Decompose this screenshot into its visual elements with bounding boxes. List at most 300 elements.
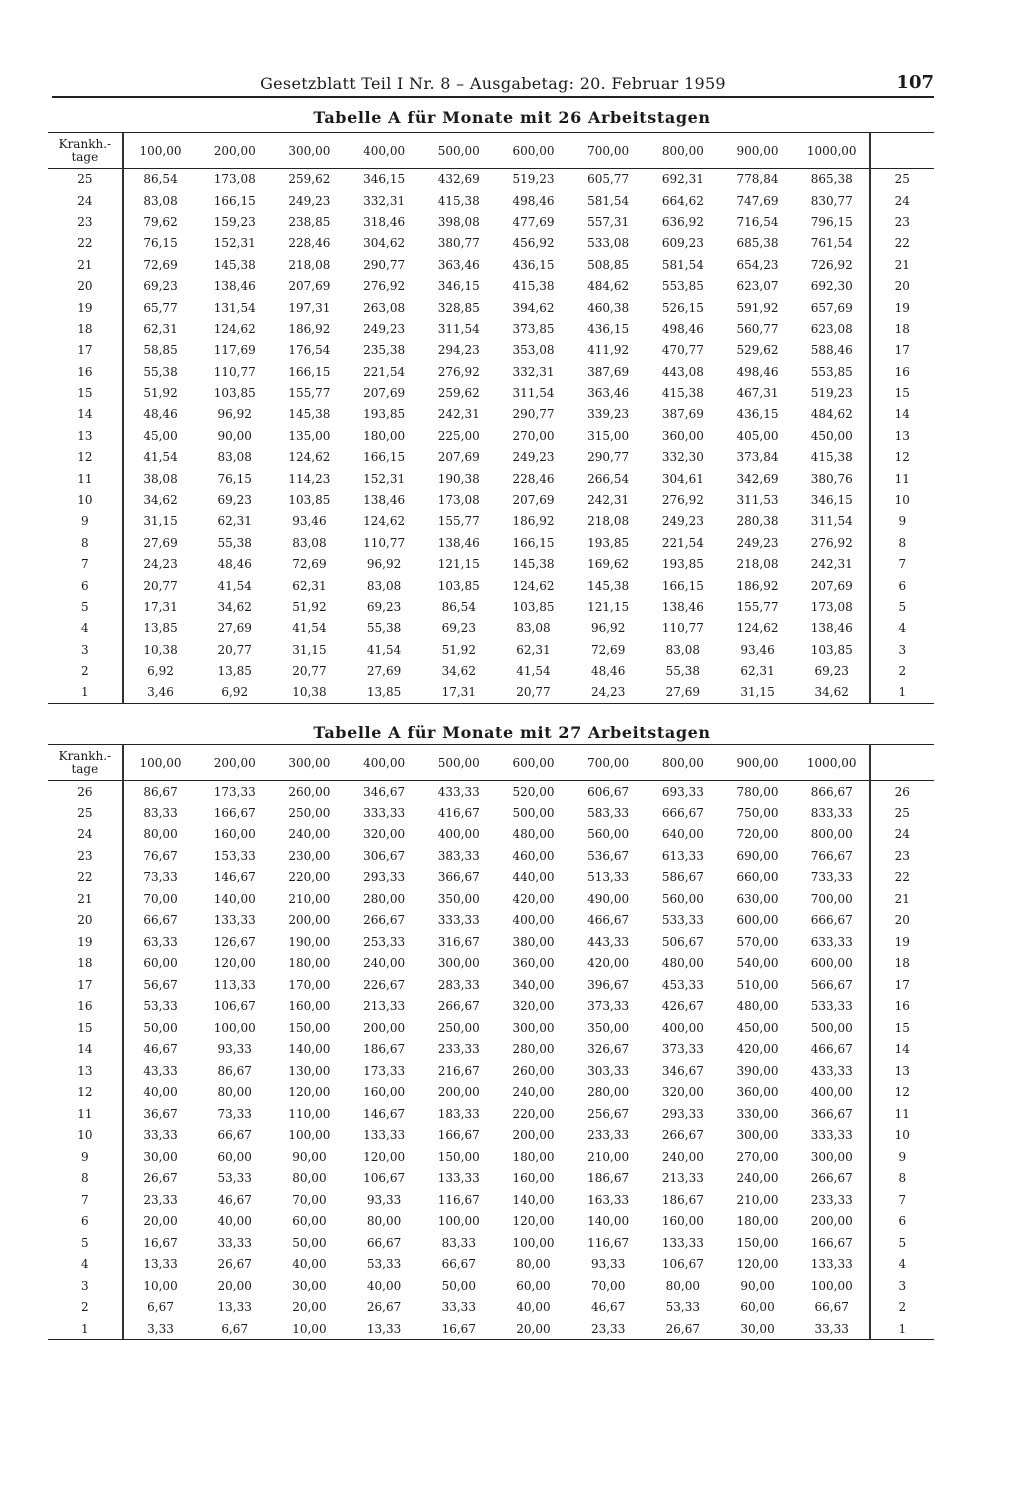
amount-cell: 69,23 <box>366 600 402 614</box>
amount-cell: 460,00 <box>512 848 555 863</box>
sick-days-cell: 24 <box>48 824 123 846</box>
amount-cell: 363,46 <box>587 386 630 401</box>
amount-cell: 176,54 <box>288 343 331 358</box>
amount-cell: 72,69 <box>292 557 327 572</box>
amount-cell: 55,38 <box>143 364 178 379</box>
table-row <box>48 532 934 553</box>
amount-cell: 34,62 <box>441 664 476 679</box>
amount-cell: 50,00 <box>441 1278 476 1293</box>
amount-cell: 588,46 <box>795 340 870 361</box>
amount-cell: 17,31 <box>143 600 178 614</box>
table-row <box>48 974 934 996</box>
amount-cell: 145,38 <box>587 578 630 593</box>
amount-cell: 436,15 <box>512 257 555 272</box>
amount-cell: 166,15 <box>213 193 256 208</box>
amount-cell: 62,31 <box>143 321 178 336</box>
sick-days-cell: 15 <box>48 1017 123 1039</box>
sick-days-cell: 1 <box>48 682 123 703</box>
amount-cell: 83,08 <box>366 578 402 593</box>
amount-cell: 477,69 <box>512 214 555 229</box>
amount-cell: 466,67 <box>795 1039 870 1061</box>
amount-cell: 560,00 <box>661 891 704 906</box>
sick-days-mirror-cell: 9 <box>898 1149 907 1164</box>
amount-cell: 200,00 <box>288 913 331 928</box>
amount-cell: 186,92 <box>512 514 555 529</box>
amount-cell: 72,69 <box>143 257 178 272</box>
sick-days-cell: 2 <box>48 1297 123 1319</box>
amount-cell: 240,00 <box>512 1085 555 1100</box>
sick-days-mirror-cell: 8 <box>898 535 907 550</box>
amount-cell: 249,23 <box>661 514 704 529</box>
amount-cell: 293,33 <box>363 870 406 885</box>
sick-days-mirror-cell: 7 <box>898 1192 907 1207</box>
amount-cell: 240,00 <box>363 956 406 971</box>
amount-cell: 300,00 <box>736 1128 779 1143</box>
amount-cell: 280,00 <box>363 891 406 906</box>
amount-cell: 400,00 <box>512 913 555 928</box>
amount-cell: 124,62 <box>288 450 331 465</box>
sick-days-cell: 11 <box>48 1103 123 1125</box>
table-row <box>48 1039 934 1061</box>
amount-cell: 316,67 <box>437 934 480 949</box>
amount-cell: 27,69 <box>217 621 252 636</box>
amount-cell: 48,46 <box>143 407 178 422</box>
amount-cell: 150,00 <box>437 1149 480 1164</box>
sick-days-mirror-cell: 11 <box>894 1106 910 1121</box>
amount-cell: 210,00 <box>587 1149 630 1164</box>
amount-cell: 20,00 <box>292 1300 327 1315</box>
sick-days-mirror-cell: 11 <box>894 471 910 486</box>
amount-cell: 260,00 <box>512 1063 555 1078</box>
amount-cell: 183,33 <box>437 1106 480 1121</box>
sick-days-cell: 14 <box>48 404 123 425</box>
amount-cell: 830,77 <box>795 190 870 211</box>
amount-cell: 46,67 <box>217 1192 252 1207</box>
amount-cell: 41,54 <box>366 642 402 657</box>
amount-column-header: 900,00 <box>720 745 795 781</box>
table-row <box>48 1211 934 1233</box>
amount-cell: 160,00 <box>213 827 256 842</box>
sick-days-cell: 23 <box>48 211 123 232</box>
amount-cell: 415,38 <box>437 193 480 208</box>
amount-cell: 26,67 <box>646 1318 721 1340</box>
amount-cell: 146,67 <box>213 870 256 885</box>
sick-days-mirror-cell: 24 <box>894 193 910 208</box>
amount-cell: 581,54 <box>587 193 630 208</box>
amount-cell: 93,33 <box>590 1257 626 1272</box>
amount-cell: 66,67 <box>441 1257 476 1272</box>
amount-cell: 606,67 <box>587 784 630 799</box>
amount-cell: 373,33 <box>661 1042 704 1057</box>
amount-cell: 163,33 <box>587 1192 630 1207</box>
amount-cell: 124,62 <box>213 321 256 336</box>
sick-days-cell: 25 <box>48 802 123 824</box>
sick-days-cell: 10 <box>48 489 123 510</box>
amount-cell: 353,08 <box>512 343 555 358</box>
amount-cell: 242,31 <box>795 554 870 575</box>
amount-cell: 270,00 <box>736 1149 779 1164</box>
amount-cell: 103,85 <box>512 600 555 614</box>
amount-column-header: 100,00 <box>123 133 198 169</box>
amount-cell: 76,15 <box>217 471 252 486</box>
sick-days-mirror-cell: 16 <box>894 999 910 1014</box>
amount-cell: 30,00 <box>720 1318 795 1340</box>
amount-cell: 290,77 <box>512 407 555 422</box>
amount-cell: 666,67 <box>661 805 704 820</box>
amount-cell: 193,85 <box>587 535 630 550</box>
amount-cell: 320,00 <box>363 827 406 842</box>
table-row <box>48 318 934 339</box>
amount-cell: 636,92 <box>661 214 704 229</box>
amount-cell: 750,00 <box>736 805 779 820</box>
amount-cell: 131,54 <box>213 300 256 315</box>
amount-cell: 256,67 <box>587 1106 630 1121</box>
sick-days-mirror-cell: 2 <box>898 1300 907 1315</box>
amount-cell: 276,92 <box>661 493 704 508</box>
amount-cell: 138,46 <box>795 618 870 639</box>
amount-cell: 498,46 <box>661 321 704 336</box>
amount-cell: 480,00 <box>661 956 704 971</box>
amount-cell: 155,77 <box>288 386 331 401</box>
amount-cell: 140,00 <box>587 1214 630 1229</box>
amount-cell: 266,67 <box>795 1168 870 1190</box>
amount-cell: 500,00 <box>795 1017 870 1039</box>
page-number: 107 <box>896 72 934 93</box>
amount-cell: 117,69 <box>213 343 256 358</box>
amount-cell: 692,31 <box>661 172 704 187</box>
sick-days-cell: 18 <box>48 318 123 339</box>
amount-cell: 276,92 <box>795 532 870 553</box>
table-row <box>48 361 934 382</box>
amount-cell: 33,33 <box>217 1235 252 1250</box>
amount-cell: 13,85 <box>143 621 178 636</box>
amount-cell: 609,23 <box>661 236 704 251</box>
table-row <box>48 511 934 532</box>
amount-cell: 440,00 <box>512 870 555 885</box>
amount-cell: 311,54 <box>512 386 555 401</box>
amount-cell: 290,77 <box>363 257 406 272</box>
sick-days-cell: 4 <box>48 618 123 639</box>
amount-cell: 10,38 <box>272 682 347 703</box>
amount-cell: 350,00 <box>587 1020 630 1035</box>
amount-cell: 65,77 <box>143 300 178 315</box>
amount-cell: 480,00 <box>512 827 555 842</box>
amount-cell: 100,00 <box>288 1128 331 1143</box>
amount-cell: 133,33 <box>795 1254 870 1276</box>
amount-cell: 70,00 <box>143 891 178 906</box>
amount-cell: 116,67 <box>587 1235 630 1250</box>
amount-cell: 293,33 <box>661 1106 704 1121</box>
amount-cell: 233,33 <box>437 1042 480 1057</box>
amount-cell: 276,92 <box>437 364 480 379</box>
amount-cell: 396,67 <box>587 977 630 992</box>
amount-cell: 536,67 <box>587 848 630 863</box>
amount-cell: 380,00 <box>512 934 555 949</box>
amount-cell: 51,92 <box>441 642 476 657</box>
sick-days-mirror-cell: 18 <box>894 956 910 971</box>
amount-cell: 420,00 <box>587 956 630 971</box>
sick-days-cell: 26 <box>48 781 123 803</box>
amount-cell: 405,00 <box>736 428 779 443</box>
amount-cell: 100,00 <box>213 1020 256 1035</box>
amount-cell: 190,38 <box>437 471 480 486</box>
amount-cell: 30,00 <box>143 1149 178 1164</box>
table-row <box>48 489 934 510</box>
amount-cell: 290,77 <box>587 450 630 465</box>
amount-cell: 225,00 <box>437 428 480 443</box>
sick-days-cell: 9 <box>48 1146 123 1168</box>
sick-days-cell: 12 <box>48 447 123 468</box>
amount-cell: 145,38 <box>288 407 331 422</box>
amount-cell: 605,77 <box>587 172 630 187</box>
amount-cell: 166,15 <box>512 535 555 550</box>
table-row <box>48 404 934 425</box>
amount-cell: 304,62 <box>363 236 406 251</box>
amount-cell: 110,77 <box>213 364 256 379</box>
amount-cell: 86,54 <box>143 172 178 187</box>
amount-cell: 79,62 <box>143 214 178 229</box>
amount-cell: 416,67 <box>437 805 480 820</box>
table-row <box>48 596 934 617</box>
amount-cell: 280,00 <box>512 1042 555 1057</box>
amount-cell: 96,92 <box>366 557 402 572</box>
amount-cell: 40,00 <box>217 1214 252 1229</box>
amount-cell: 200,00 <box>512 1128 555 1143</box>
sick-days-cell: 13 <box>48 425 123 446</box>
amount-cell: 48,46 <box>217 557 252 572</box>
amount-cell: 520,00 <box>512 784 555 799</box>
amount-cell: 657,69 <box>795 297 870 318</box>
amount-cell: 383,33 <box>437 848 480 863</box>
amount-cell: 250,00 <box>437 1020 480 1035</box>
amount-cell: 526,15 <box>661 300 704 315</box>
sick-days-mirror-cell: 1 <box>870 682 934 703</box>
table-row <box>48 845 934 867</box>
sick-days-mirror-cell: 20 <box>894 279 910 294</box>
amount-cell: 866,67 <box>795 781 870 803</box>
amount-cell: 145,38 <box>512 557 555 572</box>
amount-cell: 138,46 <box>363 493 406 508</box>
amount-cell: 333,33 <box>363 805 406 820</box>
amount-cell: 415,38 <box>795 447 870 468</box>
amount-cell: 300,00 <box>512 1020 555 1035</box>
amount-cell: 186,92 <box>288 321 331 336</box>
sick-days-cell: 17 <box>48 340 123 361</box>
amount-cell: 13,33 <box>143 1257 178 1272</box>
table-row <box>48 1168 934 1190</box>
sick-days-mirror-cell: 25 <box>894 805 910 820</box>
amount-cell: 387,69 <box>661 407 704 422</box>
sick-days-cell: 25 <box>48 169 123 190</box>
amount-cell: 207,69 <box>437 450 480 465</box>
amount-cell: 155,77 <box>437 514 480 529</box>
sick-days-cell: 9 <box>48 511 123 532</box>
amount-column-header: 300,00 <box>272 745 347 781</box>
amount-cell: 253,33 <box>363 934 406 949</box>
amount-cell: 113,33 <box>213 977 256 992</box>
amount-cell: 66,67 <box>217 1128 252 1143</box>
table-row <box>48 1082 934 1104</box>
amount-cell: 186,67 <box>661 1192 704 1207</box>
sick-days-mirror-cell: 2 <box>898 664 907 679</box>
sick-days-cell: 8 <box>48 532 123 553</box>
table-row <box>48 1146 934 1168</box>
amount-cell: 90,00 <box>217 428 252 443</box>
amount-cell: 553,85 <box>795 361 870 382</box>
amount-cell: 60,00 <box>143 956 178 971</box>
amount-column-header: 300,00 <box>272 133 347 169</box>
amount-cell: 173,33 <box>213 784 256 799</box>
table-row <box>48 931 934 953</box>
amount-cell: 411,92 <box>587 343 630 358</box>
day-mirror-column-header <box>870 133 934 169</box>
table-row <box>48 275 934 296</box>
amount-cell: 80,00 <box>516 1257 551 1272</box>
sick-days-cell: 7 <box>48 554 123 575</box>
amount-cell: 207,69 <box>363 386 406 401</box>
amount-cell: 40,00 <box>366 1278 402 1293</box>
amount-cell: 270,00 <box>512 428 555 443</box>
amount-cell: 20,00 <box>496 1318 571 1340</box>
amount-cell: 800,00 <box>795 824 870 846</box>
sick-days-mirror-cell: 3 <box>898 642 907 657</box>
amount-cell: 363,46 <box>437 257 480 272</box>
sick-days-cell: 7 <box>48 1189 123 1211</box>
sick-days-cell: 16 <box>48 361 123 382</box>
amount-cell: 300,00 <box>795 1146 870 1168</box>
amount-cell: 96,92 <box>217 407 252 422</box>
sick-days-mirror-cell: 10 <box>894 493 910 508</box>
amount-cell: 83,33 <box>143 805 178 820</box>
day-column-header: Krankh.- tage <box>48 745 123 781</box>
amount-cell: 394,62 <box>512 300 555 315</box>
amount-cell: 150,00 <box>736 1235 779 1250</box>
table-row <box>48 639 934 660</box>
amount-cell: 31,15 <box>720 682 795 703</box>
amount-cell: 193,85 <box>363 407 406 422</box>
table-row <box>48 1318 934 1340</box>
amount-cell: 152,31 <box>213 236 256 251</box>
amount-cell: 103,85 <box>213 386 256 401</box>
amount-cell: 508,85 <box>587 257 630 272</box>
table-row <box>48 824 934 846</box>
amount-cell: 160,00 <box>288 999 331 1014</box>
amount-cell: 45,00 <box>143 428 178 443</box>
table-row <box>48 1189 934 1211</box>
amount-column-header: 700,00 <box>571 133 646 169</box>
amount-cell: 100,00 <box>795 1275 870 1297</box>
amount-cell: 460,38 <box>587 300 630 315</box>
amount-cell: 69,23 <box>217 493 252 508</box>
sick-days-cell: 20 <box>48 910 123 932</box>
amount-cell: 218,08 <box>736 557 779 572</box>
sick-days-cell: 3 <box>48 1275 123 1297</box>
amount-cell: 41,54 <box>516 664 551 679</box>
amount-cell: 623,07 <box>736 279 779 294</box>
amount-cell: 778,84 <box>736 172 779 187</box>
amount-cell: 450,00 <box>795 425 870 446</box>
amount-cell: 200,00 <box>363 1020 406 1035</box>
table-row <box>48 867 934 889</box>
amount-cell: 55,38 <box>366 621 402 636</box>
table-row <box>48 211 934 232</box>
amount-cell: 13,85 <box>347 682 422 703</box>
amount-column-header: 700,00 <box>571 745 646 781</box>
amount-cell: 216,67 <box>437 1063 480 1078</box>
amount-cell: 103,85 <box>288 493 331 508</box>
amount-cell: 796,15 <box>795 211 870 232</box>
amount-cell: 110,77 <box>363 535 406 550</box>
amount-cell: 218,08 <box>587 514 630 529</box>
amount-cell: 140,00 <box>512 1192 555 1207</box>
amount-cell: 10,00 <box>272 1318 347 1340</box>
amount-cell: 186,92 <box>736 578 779 593</box>
amount-cell: 41,54 <box>292 621 327 636</box>
table-title-26: Tabelle A für Monate mit 26 Arbeitstagen <box>313 108 711 127</box>
sick-days-cell: 1 <box>48 1318 123 1340</box>
amount-cell: 456,92 <box>512 236 555 251</box>
amount-cell: 103,85 <box>437 578 480 593</box>
amount-cell: 660,00 <box>736 870 779 885</box>
amount-cell: 124,62 <box>736 621 779 636</box>
amount-cell: 33,33 <box>441 1300 476 1315</box>
amount-cell: 55,38 <box>665 664 701 679</box>
amount-cell: 716,54 <box>736 214 779 229</box>
sick-days-cell: 6 <box>48 1211 123 1233</box>
amount-cell: 266,67 <box>437 999 480 1014</box>
amount-cell: 83,08 <box>217 450 252 465</box>
amount-cell: 266,54 <box>587 471 630 486</box>
amount-cell: 83,08 <box>292 535 327 550</box>
amount-cell: 390,00 <box>736 1063 779 1078</box>
amount-cell: 62,31 <box>292 578 327 593</box>
amount-cell: 226,67 <box>363 977 406 992</box>
amount-cell: 220,00 <box>512 1106 555 1121</box>
amount-cell: 145,38 <box>213 257 256 272</box>
amount-cell: 166,15 <box>661 578 704 593</box>
amount-cell: 26,67 <box>366 1300 402 1315</box>
amount-cell: 173,08 <box>795 596 870 617</box>
amount-cell: 13,33 <box>217 1300 252 1315</box>
sick-days-mirror-cell: 15 <box>894 386 910 401</box>
amount-cell: 210,00 <box>736 1192 779 1207</box>
sick-days-cell: 22 <box>48 233 123 254</box>
amount-cell: 3,33 <box>123 1318 198 1340</box>
amount-cell: 311,54 <box>437 321 480 336</box>
amount-cell: 350,00 <box>437 891 480 906</box>
amount-cell: 30,00 <box>292 1278 327 1293</box>
table-row <box>48 1103 934 1125</box>
amount-cell: 333,33 <box>437 913 480 928</box>
amount-cell: 160,00 <box>512 1171 555 1186</box>
amount-cell: 173,33 <box>363 1063 406 1078</box>
amount-cell: 266,67 <box>363 913 406 928</box>
amount-cell: 249,23 <box>512 450 555 465</box>
table-row <box>48 1060 934 1082</box>
sick-days-mirror-cell: 14 <box>894 1042 910 1057</box>
amount-cell: 6,92 <box>197 682 272 703</box>
amount-cell: 230,00 <box>288 848 331 863</box>
sick-days-mirror-cell: 19 <box>894 300 910 315</box>
amount-cell: 320,00 <box>512 999 555 1014</box>
sick-days-cell: 10 <box>48 1125 123 1147</box>
amount-cell: 100,00 <box>512 1235 555 1250</box>
amount-cell: 159,23 <box>213 214 256 229</box>
amount-cell: 200,00 <box>437 1085 480 1100</box>
sick-days-cell: 14 <box>48 1039 123 1061</box>
amount-cell: 498,46 <box>512 193 555 208</box>
amount-cell: 318,46 <box>363 214 406 229</box>
